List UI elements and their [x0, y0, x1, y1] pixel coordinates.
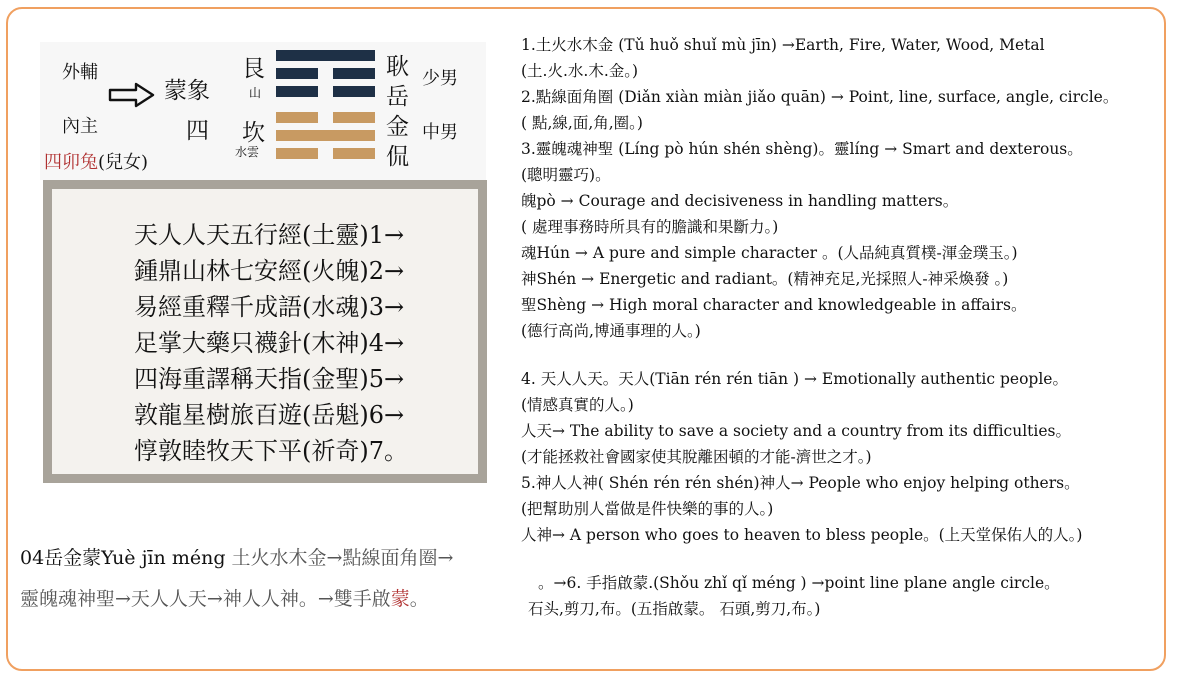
summary-highlight: 蒙: [390, 588, 410, 610]
young-male-label: 少男: [422, 68, 458, 89]
note-line-6: (聰明靈巧)。: [521, 166, 611, 184]
rabbit-note-red: 四卯兔: [44, 152, 98, 173]
note-line-7: 魄pò → Courage and decisiveness in handling matters。: [521, 192, 959, 210]
summary-end: 。: [409, 588, 429, 610]
right-upper-char-2: 岳: [386, 84, 409, 110]
note-line-8: ( 處理事務時所具有的膽識和果斷力。): [521, 218, 779, 236]
note-line-15: 人天→ The ability to save a society and a country from its difficulties。: [521, 422, 1071, 440]
outer-assist-label: 外輔: [62, 62, 98, 83]
right-lower-char-2: 侃: [386, 144, 409, 170]
upper-line-1: [276, 50, 375, 61]
poem-line-7: 惇敦睦牧天下平(祈奇)7。: [134, 437, 408, 465]
lower-line-1-right: [333, 112, 375, 123]
rabbit-note-black: (兒女): [98, 152, 149, 173]
lower-line-1-left: [276, 112, 318, 123]
inner-main-label: 內主: [62, 116, 98, 137]
hexagram-diagram: [40, 42, 486, 180]
note-line-12: (德行高尚,博通事理的人。): [521, 322, 701, 340]
note-line-5: 3.靈魄魂神聖 (Líng pò hún shén shèng)。靈líng → Smart and dexterous。: [521, 140, 1083, 158]
note-line-20: 。→6. 手指啟蒙.(Shǒu zhǐ qǐ méng ) →point line plane angle circle。: [538, 574, 1060, 592]
poem-box: [43, 180, 487, 483]
note-line-10: 神Shén → Energetic and radiant。(精神充足,光採照人-神采煥發 。): [521, 270, 1009, 288]
summary-title: 04岳金蒙Yuè jīn méng: [20, 547, 232, 569]
summary-chain-1: 土火水木金→點線面角圈→: [231, 547, 454, 569]
rabbit-note: [44, 148, 148, 174]
outline-right-arrow-icon: [108, 82, 156, 108]
note-line-1: 1.土火水木金 (Tǔ huǒ shuǐ mù jīn) →Earth, Fire, Water, Wood, Metal: [521, 36, 1045, 54]
note-line-19: 人神→ A person who goes to heaven to bless people。(上天堂保佑人的人。): [521, 526, 1083, 544]
poem-line-2: 鍾鼎山林七安經(火魄)2→: [134, 257, 405, 285]
summary-chain-2: 靈魄魂神聖→天人人天→神人人神。→雙手啟: [20, 588, 391, 610]
upper-line-2-left: [276, 68, 318, 79]
upper-line-3-right: [333, 86, 375, 97]
note-line-21: 石头,剪刀,布。(五指啟蒙。 石頭,剪刀,布。): [528, 600, 821, 618]
note-line-2: (土.火.水.木.金。): [521, 62, 639, 80]
right-upper-char-1: 耿: [386, 54, 409, 80]
poem-line-6: 敦龍星樹旅百遊(岳魁)6→: [134, 401, 405, 429]
right-lower-char-1: 金: [386, 114, 409, 140]
lower-trigram-sub: 水雲: [235, 145, 260, 159]
poem-line-4: 足掌大藥只襪針(木神)4→: [134, 329, 405, 357]
middle-male-label: 中男: [422, 122, 458, 143]
poem-line-5: 四海重譯稱天指(金聖)5→: [134, 365, 405, 393]
lower-line-2: [276, 130, 375, 141]
lower-line-3-right: [333, 148, 375, 159]
poem-line-1: 天人人天五行經(土靈)1→: [134, 221, 405, 249]
lower-trigram-name: 坎: [242, 120, 265, 146]
upper-line-2-right: [333, 68, 375, 79]
note-line-18: (把幫助別人當做是件快樂的事的人。): [521, 500, 774, 518]
note-line-9: 魂Hún → A pure and simple character 。(人品純真質樸-渾金璞玉。): [521, 244, 1018, 262]
note-line-14: (情感真實的人。): [521, 396, 634, 414]
hexagram-number: 四: [186, 118, 209, 144]
upper-line-3-left: [276, 86, 318, 97]
note-line-16: (才能拯救社會國家使其脫離困頓的才能-濟世之才。): [521, 448, 872, 466]
note-line-13: 4. 天人人天。天人(Tiān rén rén tiān ) → Emotionally authentic people。: [521, 370, 1068, 388]
lower-line-3-left: [276, 148, 318, 159]
summary-line-1: [20, 543, 453, 570]
note-line-17: 5.神人人神( Shén rén rén shén)神人→ People who enjoy helping others。: [521, 474, 1080, 492]
poem-line-3: 易經重釋千成語(水魂)3→: [134, 293, 405, 321]
note-line-11: 聖Shèng → High moral character and knowledgeable in affairs。: [521, 296, 1027, 314]
upper-trigram-sub: 山: [249, 86, 262, 100]
summary-line-2: [20, 584, 429, 611]
note-line-3: 2.點線面角圈 (Diǎn xiàn miàn jiǎo quān) → Point, line, surface, angle, circle。: [521, 88, 1119, 106]
hexagram-name: 蒙象: [164, 78, 210, 104]
note-line-4: ( 點,線,面,角,圈。): [521, 114, 643, 132]
upper-trigram-name: 艮: [242, 56, 265, 82]
